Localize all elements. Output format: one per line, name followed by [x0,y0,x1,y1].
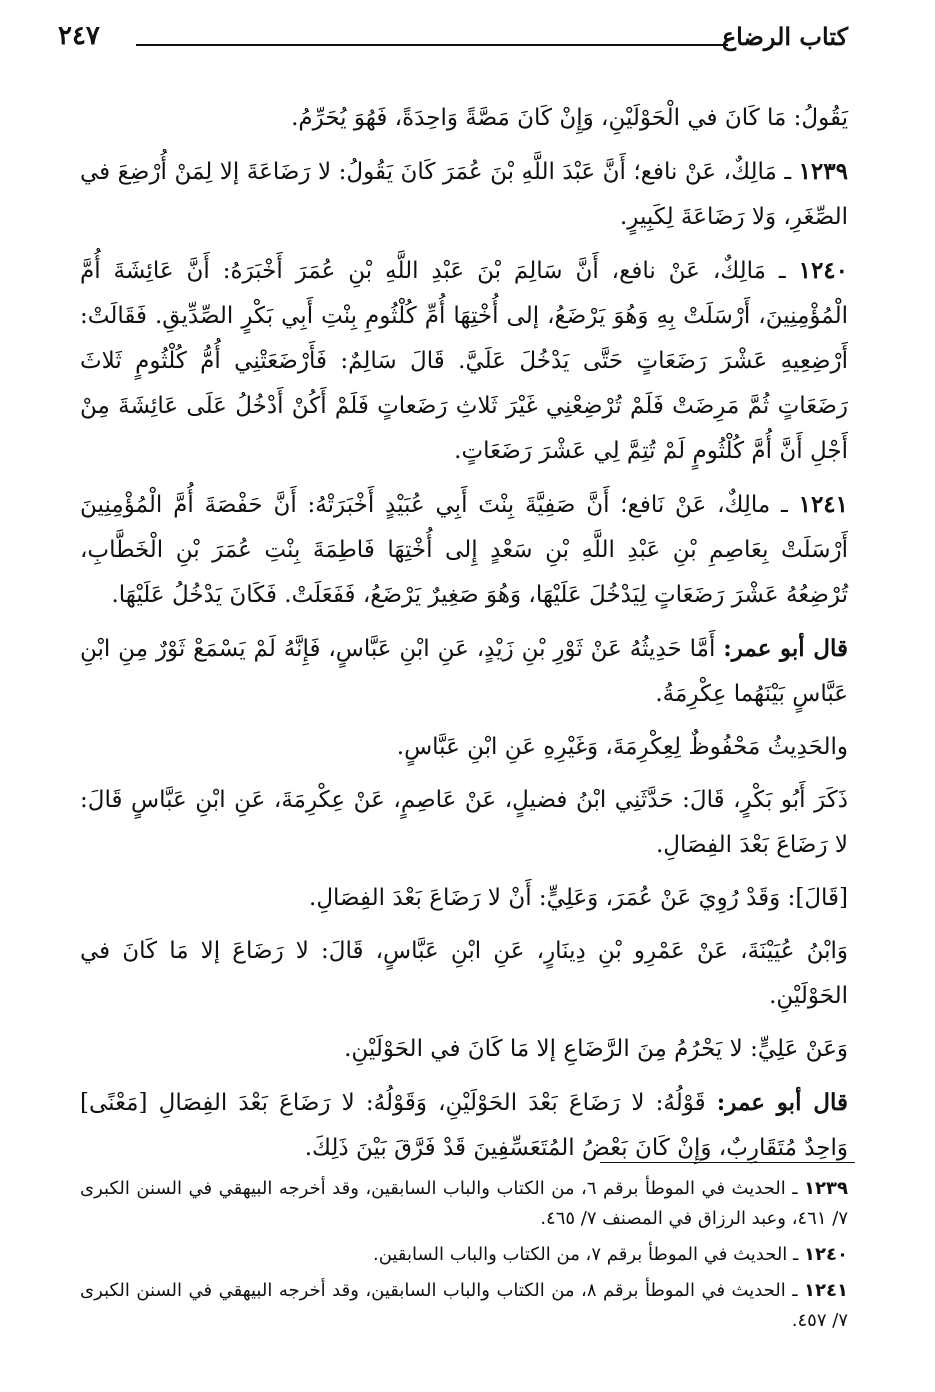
commentary-paragraph [80,626,848,717]
main-text [80,96,848,1179]
footnote-number: ١٢٤٠ [804,1244,848,1265]
hadith-number: ١٢٤٠ [798,257,849,284]
paragraph [80,876,848,921]
commentary-label: قال أبو عمر: [723,635,848,662]
commentary-label: قال أبو عمر: [716,1089,849,1116]
paragraph-text: ذَكَرَ أَبُو بَكْرٍ، قَالَ: حَدَّثَنِي ابْنُ فضيلٍ، عَنْ عَاصِمٍ، عَنْ عِكْرِمَةَ، عَنِ ابْنِ عَبَّاسٍ قَالَ: لا رَضَاعَ بَعْدَ الفِصَالِ. [80,787,848,858]
paragraph [80,1027,848,1072]
paragraph [80,929,848,1019]
page-number: ٢٤٧ [58,21,100,51]
hadith-1239 [80,149,848,240]
paragraph-text: يَقُولُ: مَا كَانَ في الْحَوْلَيْنِ، وَإِنْ كَانَ مَصَّةً وَاحِدَةً، فَهُوَ يُحَرِّمُ. [291,105,848,131]
hadith-number: ١٢٣٩ [798,158,848,185]
paragraph-text: قَوْلُهُ: لا رَضَاعَ بَعْدَ الحَوْلَيْنِ، وَقَوْلُهُ: لا رَضَاعَ بَعْدَ الفِصَالِ [مَعْنًى] وَاحِدٌ مُتَقَارِبٌ، وَإِنْ كَانَ بَعْضُ المُتَعَسِّفِينَ قَدْ فَرَّقَ بَيْنَ ذَلِكَ. [80,1090,848,1161]
footnote-text: ـ الحديث في الموطأ برقم ٦، من الكتاب والباب السابقين، وقد أخرجه البيهقي في السنن الكبرى ٧/ ٤٦١، وعبد الرزاق في المصنف ٧/ ٤٦٥. [80,1178,848,1229]
footnote [80,1240,848,1270]
footnote-number: ١٢٣٩ [804,1178,848,1199]
header-rule [136,44,728,46]
footnotes [80,1174,848,1342]
hadith-1241 [80,482,848,618]
paragraph-text: وَعَنْ عَلِيٍّ: لا يَحْرُمُ مِنَ الرَّضَاعِ إلا مَا كَانَ في الحَوْلَيْنِ. [344,1036,848,1062]
paragraph [80,778,848,868]
paragraph-text: ـ مَالِكٌ، عَنْ نافع؛ أَنَّ عَبْدَ اللَّهِ بْنَ عُمَرَ كَانَ يَقُولُ: لا رَضَاعَةَ إلا لِمَنْ أُرْضِعَ في الصِّغَرِ، وَلا رَضَاعَةَ لِكَبِيرٍ. [80,159,848,230]
footnote-text: ـ الحديث في الموطأ برقم ٧، من الكتاب والباب السابقين. [373,1244,799,1265]
footnote-separator [600,1162,855,1163]
page-header [58,18,848,54]
footnote [80,1276,848,1336]
paragraph [80,725,848,770]
commentary-paragraph [80,1080,848,1171]
paragraph-text: أَمَّا حَدِيثُهُ عَنْ ثَوْرِ بْنِ زَيْدٍ، عَنِ ابْنِ عَبَّاسٍ، فَإِنَّهُ لَمْ يَسْمَعْ ثَوْرٌ مِنِ ابْنِ عَبَّاسٍ بَيْنَهُما عِكْرِمَةُ. [80,636,848,707]
hadith-number: ١٢٤١ [798,491,849,518]
paragraph [80,96,848,141]
footnote [80,1174,848,1234]
hadith-1240 [80,248,848,474]
running-title: كتاب الرضاع [721,21,848,51]
paragraph-text: وَابْنُ عُيَيْنَةَ، عَنْ عَمْرِو بْنِ دِينَارٍ، عَنِ ابْنِ عَبَّاسٍ، قَالَ: لا رَضَاعَ إلا مَا كَانَ في الحَوْلَيْنِ. [80,938,848,1009]
footnote-number: ١٢٤١ [804,1280,848,1301]
paragraph-text: [قَالَ]: وَقَدْ رُوِيَ عَنْ عُمَرَ، وَعَلِيٍّ: أَنْ لا رَضَاعَ بَعْدَ الفِصَالِ. [309,885,848,911]
footnote-text: ـ الحديث في الموطأ برقم ٨، من الكتاب والباب السابقين، وقد أخرجه البيهقي في السنن الكبرى ٧/ ٤٥٧. [80,1280,848,1331]
paragraph-text: والحَدِيثُ مَحْفُوظٌ لِعِكْرِمَةَ، وَغَيْرِهِ عَنِ ابْنِ عَبَّاسٍ. [396,734,848,760]
paragraph-text: ـ مالِكٌ، عَنْ نَافع؛ أَنَّ صَفِيَّةَ بِنْتَ أَبِي عُبَيْدٍ أَخْبَرَتْهُ: أَنَّ حَفْصَةَ أُمَّ الْمُؤْمِنِينَ أَرْسَلَتْ بِعَاصِمِ بْنِ عَبْدِ اللَّهِ بْنِ سَعْدٍ إِلى أُخْتِهَا فَاطِمَةَ بِنْتِ عُمَرَ بْنِ الْخَطَّابِ، تُرْضِعُهُ عَشْرَ رَضَعَاتٍ لِيَدْخُلَ عَلَيْهَا، وَهُوَ صَغِيرٌ يَرْضَعُ، فَفَعَلَتْ. فَكَانَ يَدْخُلُ عَلَيْهَا. [80,492,848,608]
paragraph-text: ـ مَالِكٌ، عَنْ نافع، أَنَّ سَالِمَ بْنَ عَبْدِ اللَّهِ بْنِ عُمَرَ أَخْبَرَهُ: أَنَّ عَائِشَةَ أُمَّ الْمُؤْمِنِينَ، أَرْسَلَتْ بِهِ وَهُوَ يَرْضَعُ، إلى أُخْتِهَا أُمِّ كُلْثُومِ بِنْتِ أَبِي بَكْرٍ الصِّدِّيقِ. فَقَالَتْ: أَرْضِعِيهِ عَشْرَ رَضَعَاتٍ حَتَّى يَدْخُلَ عَلَيَّ. قَالَ سَالِمٌ: فَأَرْضَعَتْنِي أُمُّ كُلْثُومٍ ثَلاثَ رَضَعَاتٍ ثُمَّ مَرِضَتْ فَلَمْ تُرْضِعْنِي غَيْرَ ثَلاثِ رَضَعاتٍ فَلَمْ أَكُنْ أَدْخُلُ عَلَى عَائِشَةَ مِنْ أَجْلِ أَنَّ أُمَّ كُلْثُومٍ لَمْ تُتِمَّ لِي عَشْرَ رَضَعَاتٍ. [80,258,848,464]
